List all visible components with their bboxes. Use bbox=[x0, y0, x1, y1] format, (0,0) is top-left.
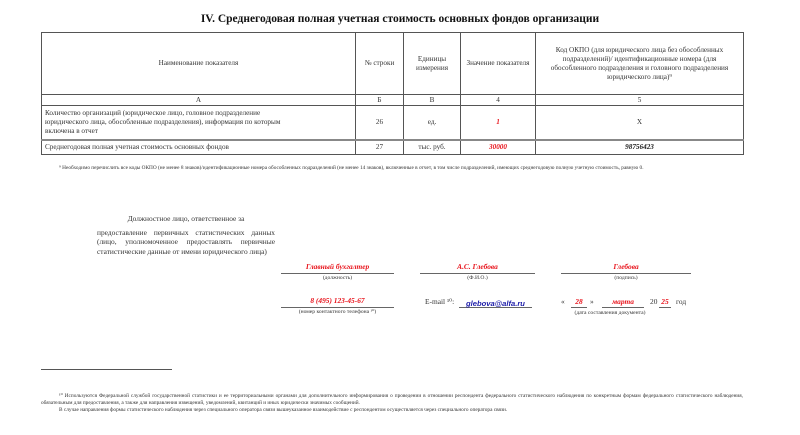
position-field[interactable]: Главный бухгалтер bbox=[281, 262, 394, 274]
letter-cell: А bbox=[42, 95, 356, 106]
row-number: 27 bbox=[356, 140, 404, 155]
letter-cell: В bbox=[404, 95, 461, 106]
footnote-divider bbox=[41, 369, 172, 370]
date-month-field[interactable]: марта bbox=[602, 296, 644, 308]
header-value: Значение показателя bbox=[461, 33, 536, 95]
responsible-person-label bbox=[97, 214, 275, 256]
email-label: E-mail ¹⁰: bbox=[425, 297, 455, 306]
row-value-field[interactable]: 1 bbox=[461, 106, 536, 141]
date-open-quote: « bbox=[561, 297, 565, 306]
date-year-prefix: 20 bbox=[650, 297, 658, 306]
date-label: (дата составления документа) bbox=[574, 310, 646, 316]
fio-label: (Ф.И.О.) bbox=[467, 275, 488, 281]
responsible-first-line: Должностное лицо, ответственное за bbox=[127, 214, 245, 223]
row-name: Количество организаций (юридическое лицо, головное подразделение юридического лица, обособленные подразделения), информация по которым включена в отчет bbox=[42, 106, 356, 141]
row-units: ед. bbox=[404, 106, 461, 141]
row-value-field[interactable]: 30000 bbox=[461, 140, 536, 155]
row-name: Среднегодовая полная учетная стоимость основных фондов bbox=[42, 140, 356, 155]
signature-field[interactable]: Глебова bbox=[561, 262, 691, 274]
email-group bbox=[459, 296, 532, 308]
letter-cell: 5 bbox=[536, 95, 744, 106]
date-day-field[interactable]: 28 bbox=[571, 296, 587, 308]
section-title: IV. Среднегодовая полная учетная стоимость основных фондов организации bbox=[200, 13, 600, 25]
phone-group bbox=[281, 296, 394, 315]
fixed-assets-table bbox=[41, 32, 744, 155]
row-units: тыс. руб. bbox=[404, 140, 461, 155]
date-year-field[interactable]: 25 bbox=[659, 296, 671, 308]
footnote-10: ¹⁰ Используются Федеральной службой государственной статистики и ее территориальными органами для дополнительного информирования о проведении в отношении респондента федерального статистического наблюдения по конкретным формам федерального статистического наблюдения, обязательным для предоставления, а также для направления извещений, уведомлений, квитанций и иных юридически значимых сообщений. bbox=[41, 393, 743, 406]
date-close-quote: » bbox=[590, 297, 594, 306]
column-letters-row bbox=[42, 95, 744, 106]
position-group bbox=[281, 262, 394, 281]
fio-group bbox=[420, 262, 535, 281]
footnote-10-continued: В случае направления формы статистического наблюдения через специального оператора связи вышеуказанное взаимодействие с респондентом осуществляется через специального оператора связи. bbox=[59, 407, 508, 413]
letter-cell: 4 bbox=[461, 95, 536, 106]
table-row bbox=[42, 140, 744, 155]
email-link[interactable]: glebova@alfa.ru bbox=[466, 299, 525, 308]
signature-label: (подпись) bbox=[614, 275, 638, 281]
header-row-no: № строки bbox=[356, 33, 404, 95]
header-code: Код ОКПО (для юридического лица без обособленных подразделений)/ идентификационные номера (для обособленного подразделения и головного подразделения юридического лица)⁹ bbox=[536, 33, 744, 95]
row-code-field[interactable]: 98756423 bbox=[536, 140, 744, 155]
letter-cell: Б bbox=[356, 95, 404, 106]
table-row bbox=[42, 106, 744, 141]
responsible-rest: предоставление первичных статистических данных (лицо, уполномоченное предоставлять первичные статистические данные от имени юридического лица) bbox=[97, 227, 275, 256]
fio-field[interactable]: А.С. Глебова bbox=[420, 262, 535, 274]
header-name: Наименование показателя bbox=[42, 33, 356, 95]
date-year-word: год bbox=[676, 297, 687, 306]
phone-field[interactable]: 8 (495) 123-45-67 bbox=[281, 296, 394, 308]
position-label: (должность) bbox=[322, 275, 353, 281]
phone-label: (номер контактного телефона ¹⁰) bbox=[298, 309, 377, 315]
row-code: X bbox=[536, 106, 744, 141]
header-units: Единицы измерения bbox=[404, 33, 461, 95]
table-header-row bbox=[42, 33, 744, 95]
footnote-9: ⁹ Необходимо перечислить все коды ОКПО (не менее 8 знаков)/идентификационные номера обособленных подразделений (не менее 14 знаков), включенные в отчет, в том числе подразделений, имеющих среднегодовую полную учетную стоимость, равную 0. bbox=[59, 165, 644, 171]
signature-group bbox=[561, 262, 691, 281]
row-number: 26 bbox=[356, 106, 404, 141]
